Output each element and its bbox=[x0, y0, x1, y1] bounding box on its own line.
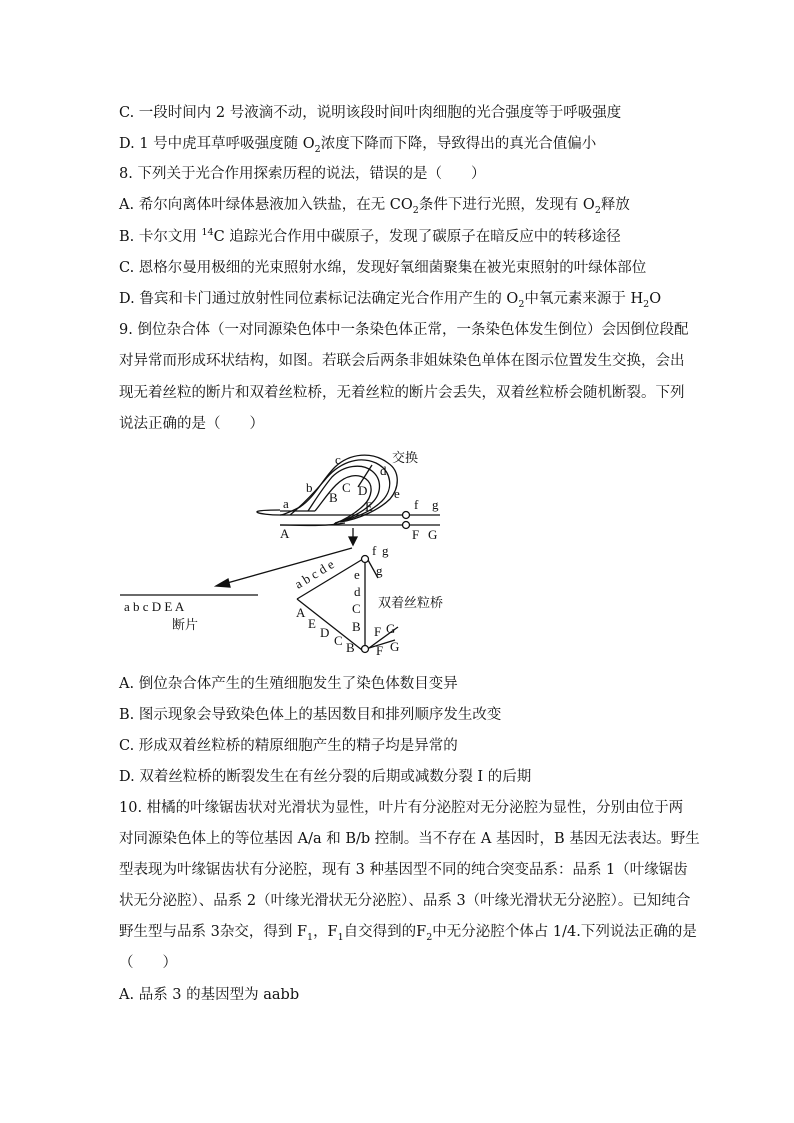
inversion-loop-figure bbox=[110, 445, 460, 665]
svg-text:C: C bbox=[352, 601, 361, 616]
svg-text:d: d bbox=[354, 584, 361, 599]
acentric-fragment bbox=[120, 595, 258, 633]
option-7d: D. 1 号中虎耳草呼吸强度随 $O_2$浓度下降而下降，导致得出的真光合值偏小 bbox=[119, 136, 597, 155]
loop-labels bbox=[280, 450, 439, 542]
svg-text:d: d bbox=[380, 463, 387, 478]
option-9d: D. 双着丝粒桥的断裂发生在有丝分裂的后期或减数分裂 I 的后期 bbox=[119, 769, 532, 785]
svg-text:B: B bbox=[346, 640, 355, 655]
question-9-stem-line4: 说法正确的是（ ） bbox=[119, 416, 264, 432]
svg-text:A: A bbox=[280, 526, 290, 541]
option-9c: C. 形成双着丝粒桥的精原细胞产生的精子均是异常的 bbox=[119, 738, 458, 754]
option-8a: A. 希尔向离体叶绿体悬液加入铁盐，在无 $CO_2$条件下进行光照，发现有 $O_2$释放 bbox=[119, 197, 630, 216]
svg-text:G: G bbox=[386, 621, 396, 636]
svg-text:f: f bbox=[414, 497, 419, 512]
fragment-label: 断片 bbox=[172, 618, 199, 633]
svg-text:D: D bbox=[320, 625, 330, 640]
svg-text:a b c d e: a b c d e bbox=[291, 556, 337, 592]
svg-text:c: c bbox=[335, 452, 341, 467]
question-10-stem-line3: 型表现为叶缘锯齿状有分泌腔，现有 3 种基因型不同的纯合突变品系：品系 1（叶缘锯齿 bbox=[119, 862, 688, 878]
svg-text:A: A bbox=[296, 605, 306, 620]
svg-text:C: C bbox=[334, 633, 343, 648]
svg-text:a b c D E A: a b c D E A bbox=[124, 599, 185, 614]
svg-text:g: g bbox=[432, 497, 439, 512]
option-8c: C. 恩格尔曼用极细的光束照射水绵，发现好氧细菌聚集在被光束照射的叶绿体部位 bbox=[119, 260, 647, 276]
option-10a: A. 品系 3 的基因型为 aabb bbox=[119, 987, 300, 1003]
question-8-stem: 8. 下列关于光合作用探索历程的说法，错误的是（ ） bbox=[119, 166, 486, 182]
option-9b: B. 图示现象会导致染色体上的基因数目和排列顺序发生改变 bbox=[119, 707, 502, 723]
question-10-stem-line2: 对同源染色体上的等位基因 A/a 和 B/b 控制。当不存在 A 基因时，B 基因无法表达。野生 bbox=[119, 831, 700, 847]
question-10-stem-line6: （ ） bbox=[119, 955, 177, 971]
svg-text:F: F bbox=[376, 643, 384, 658]
svg-text:E: E bbox=[308, 616, 316, 631]
option-8b: B. 卡尔文用 $^{14}$C 追踪光合作用中碳原子，发现了碳原子在暗反应中的转移途径 bbox=[119, 227, 621, 245]
svg-text:e: e bbox=[354, 567, 360, 582]
exchange-label: 交换 bbox=[392, 451, 419, 466]
svg-text:f: f bbox=[372, 543, 377, 558]
option-7c: C. 一段时间内 2 号液滴不动，说明该段时间叶肉细胞的光合强度等于呼吸强度 bbox=[119, 105, 622, 121]
bridge-label: 双着丝粒桥 bbox=[378, 596, 444, 611]
svg-text:G: G bbox=[390, 639, 400, 654]
svg-text:F: F bbox=[374, 624, 382, 639]
svg-text:b: b bbox=[306, 480, 313, 495]
svg-text:E: E bbox=[365, 499, 373, 514]
question-9-stem-line2: 对异常而形成环状结构，如图。若联会后两条非姐妹染色单体在图示位置发生交换，会出 bbox=[119, 353, 685, 369]
question-10-stem-line1: 10. 柑橘的叶缘锯齿状对光滑状为显性，叶片有分泌腔对无分泌腔为显性，分别由位于两 bbox=[119, 800, 684, 816]
svg-text:C: C bbox=[342, 480, 351, 495]
question-9-stem-line1: 9. 倒位杂合体（一对同源染色体中一条染色体正常，一条染色体发生倒位）会因倒位段配 bbox=[119, 322, 689, 338]
question-10-stem-line5: 野生型与品系 3杂交，得到 $F_1$，$F_1$自交得到的$F_2$中无分泌腔个体占 1/4.下列说法正确的是 bbox=[119, 924, 697, 943]
svg-text:B: B bbox=[329, 490, 338, 505]
svg-text:B: B bbox=[352, 619, 361, 634]
svg-text:G: G bbox=[428, 527, 438, 542]
question-9-stem-line3: 现无着丝粒的断片和双着丝粒桥，无着丝粒的断片会丢失，双着丝粒桥会随机断裂。下列 bbox=[119, 385, 685, 401]
option-9a: A. 倒位杂合体产生的生殖细胞发生了染色体数目变异 bbox=[119, 676, 458, 692]
svg-text:g: g bbox=[376, 563, 383, 578]
svg-text:D: D bbox=[358, 483, 368, 498]
svg-text:e: e bbox=[394, 486, 400, 501]
svg-text:F: F bbox=[412, 527, 420, 542]
svg-text:a: a bbox=[283, 496, 289, 511]
svg-text:g: g bbox=[382, 543, 389, 558]
question-10-stem-line4: 状无分泌腔）、品系 2（叶缘光滑状无分泌腔）、品系 3（叶缘光滑状无分泌腔）。已知纯合 bbox=[119, 893, 691, 909]
option-8d: D. 鲁宾和卡门通过放射性同位素标记法确定光合作用产生的 $O_2$中氧元素来源于 $H_2O$ bbox=[119, 291, 662, 310]
